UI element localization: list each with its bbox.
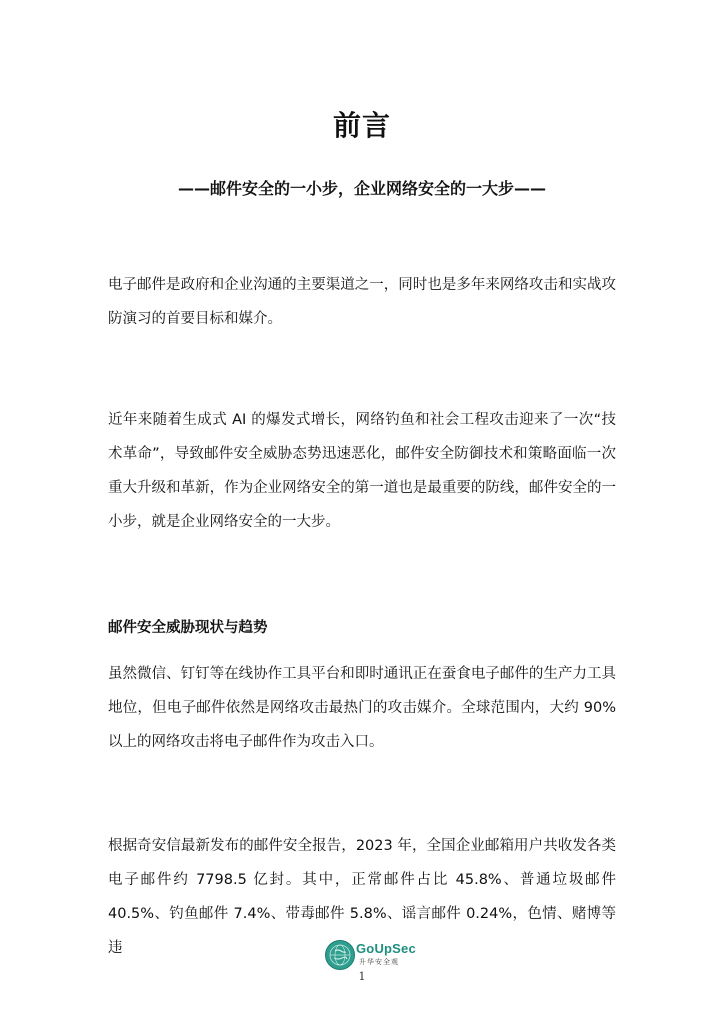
page-title: 前言 (332, 109, 391, 142)
paragraph-intro: 电子邮件是政府和企业沟通的主要渠道之一，同时也是多年来网络攻击和实战攻防演习的首要目标和媒介。 (108, 277, 616, 327)
page-subtitle: ——邮件安全的一小步，企业网络安全的一大步—— (177, 179, 546, 198)
logo-tagline: 升华安全观 (359, 958, 399, 966)
paragraph-report: 根据奇安信最新发布的邮件安全报告，2023 年，全国企业邮箱用户共收发各类电子邮件约 7798.5 亿封。其中，正常邮件占比 45.8%、普通垃圾邮件 40.5%、钓鱼邮件 7.4%、带毒邮件 5.8%、谣言邮件 0.24%，色情、赌博等违 (108, 838, 616, 956)
paragraph-status: 虽然微信、钉钉等在线协作工具平台和即时通讯正在蚕食电子邮件的生产力工具地位，但电子邮件依然是网络攻击最热门的攻击媒介。全球范围内，大约 90%以上的网络攻击将电子邮件作为攻击入口。 (108, 666, 616, 750)
globe-logo-icon (325, 940, 355, 970)
logo-name: GoUpSec (356, 941, 416, 956)
section-heading: 邮件安全威胁现状与趋势 (108, 620, 268, 636)
page-number: 1 (358, 970, 366, 983)
paragraph-ai-trend: 近年来随着生成式 AI 的爆发式增长，网络钓鱼和社会工程攻击迎来了一次“技术革命”，导致邮件安全威胁态势迅速恶化，邮件安全防御技术和策略面临一次重大升级和革新，作为企业网络安全的第一道也是最重要的防线，邮件安全的一小步，就是企业网络安全的一大步。 (108, 412, 616, 530)
footer-logo (325, 940, 415, 970)
